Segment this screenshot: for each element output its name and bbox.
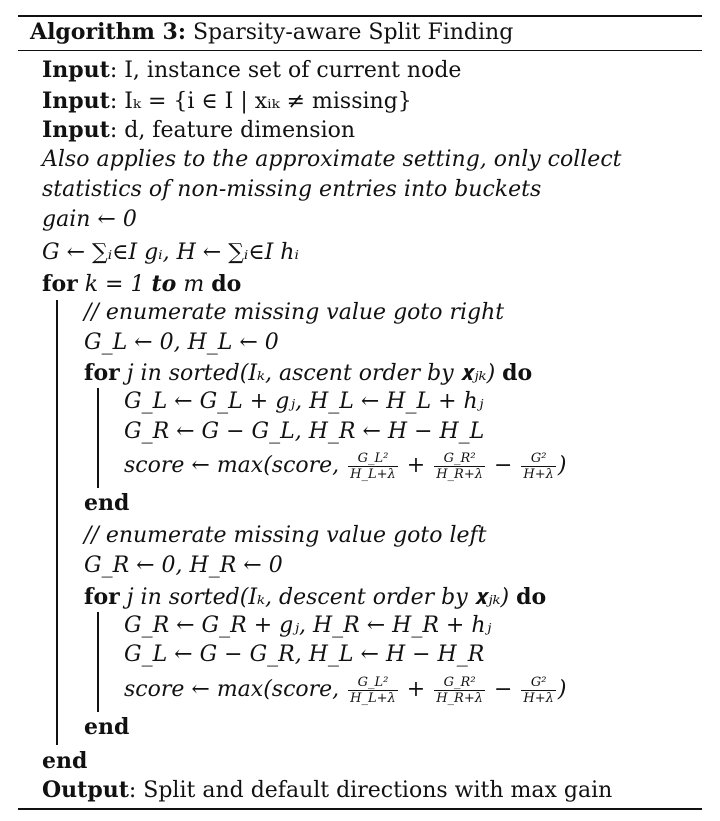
score-update <box>124 672 566 708</box>
sums-init: G ← ∑ᵢ∈I gᵢ, H ← ∑ᵢ∈I hᵢ <box>42 240 299 265</box>
comment-goto-right: // enumerate missing value goto right <box>84 300 505 325</box>
update-right: G_R ← G_R + gⱼ, H_R ← H_R + hⱼ <box>124 613 492 638</box>
iter-expr: j in sorted(Iₖ, ascent order by 𝐱ⱼₖ) <box>126 361 496 386</box>
fraction-num: G_R² <box>434 451 485 467</box>
score-update <box>124 448 566 484</box>
input-line-1 <box>42 57 461 84</box>
comment-line-1: Also applies to the approximate setting, only collect <box>42 147 622 172</box>
input-keyword: Input <box>42 57 110 83</box>
init-right-sums: G_R ← 0, H_R ← 0 <box>84 553 283 578</box>
fraction-left <box>348 675 398 706</box>
input-text: : Iₖ = {i ∈ I | xᵢₖ ≠ missing} <box>109 89 412 114</box>
plus-sign: + <box>406 453 426 478</box>
update-right: G_R ← G − G_L, H_R ← H − H_L <box>124 419 485 444</box>
update-left: G_L ← G_L + gⱼ, H_L ← H_L + hⱼ <box>124 389 484 414</box>
fraction-den: H+λ <box>523 690 554 706</box>
score-prefix: score ← max(score, <box>124 453 340 478</box>
close-paren: ) <box>557 453 567 478</box>
output-keyword: Output <box>42 777 129 803</box>
outer-end: end <box>42 748 88 774</box>
top-rule <box>18 15 702 17</box>
input-line-2 <box>42 88 412 115</box>
inner-loop-bar-left <box>97 612 99 712</box>
fraction-den: H_L+λ <box>350 690 396 706</box>
do-keyword: do <box>502 360 533 386</box>
bottom-rule <box>18 808 702 810</box>
do-keyword: do <box>516 584 547 610</box>
input-text: : I, instance set of current node <box>109 58 462 83</box>
comment-line-2: statistics of non-missing entries into buckets <box>42 177 542 202</box>
fraction-total <box>521 451 555 482</box>
minus-sign: − <box>493 453 513 478</box>
init-left-sums: G_L ← 0, H_L ← 0 <box>84 330 279 355</box>
inner-end-right: end <box>84 490 130 516</box>
fraction-num: G_L² <box>348 675 398 691</box>
to-keyword: to <box>151 271 177 297</box>
outer-loop-bar <box>56 300 58 745</box>
input-keyword: Input <box>42 88 110 114</box>
output-text: : Split and default directions with max gain <box>128 778 613 803</box>
comment-goto-left: // enumerate missing value goto left <box>84 523 487 548</box>
output-line <box>42 777 612 804</box>
do-keyword: do <box>211 271 242 297</box>
algorithm-label: Algorithm 3: <box>30 19 186 45</box>
score-prefix: score ← max(score, <box>124 677 340 702</box>
title-rule <box>18 50 702 51</box>
fraction-den: H_R+λ <box>436 466 483 482</box>
inner-end-left: end <box>84 714 130 740</box>
close-paren: ) <box>557 677 567 702</box>
outer-for <box>42 271 241 298</box>
algorithm-title: Sparsity-aware Split Finding <box>192 20 514 45</box>
input-line-3 <box>42 117 355 144</box>
for-keyword: for <box>84 360 120 386</box>
minus-sign: − <box>493 677 513 702</box>
fraction-num: G² <box>521 451 555 467</box>
for-keyword: for <box>84 584 120 610</box>
fraction-right <box>434 451 485 482</box>
fraction-num: G² <box>521 675 555 691</box>
fraction-num: G_L² <box>348 451 398 467</box>
inner-for-ascent <box>84 360 532 387</box>
input-text: : d, feature dimension <box>109 118 356 143</box>
plus-sign: + <box>406 677 426 702</box>
algorithm-caption <box>30 19 513 46</box>
inner-loop-bar-right <box>97 388 99 488</box>
gain-init: gain ← 0 <box>42 207 137 232</box>
update-left: G_L ← G − G_R, H_L ← H − H_R <box>124 642 485 667</box>
loop-limit: m <box>183 272 205 297</box>
fraction-den: H+λ <box>523 466 554 482</box>
inner-for-descent <box>84 584 546 611</box>
fraction-den: H_R+λ <box>436 690 483 706</box>
fraction-num: G_R² <box>434 675 485 691</box>
for-keyword: for <box>42 271 78 297</box>
fraction-right <box>434 675 485 706</box>
loop-cond: k = 1 <box>84 272 145 297</box>
fraction-den: H_L+λ <box>350 466 396 482</box>
iter-expr: j in sorted(Iₖ, descent order by 𝐱ⱼₖ) <box>126 585 510 610</box>
fraction-total <box>521 675 555 706</box>
fraction-left <box>348 451 398 482</box>
input-keyword: Input <box>42 117 110 143</box>
